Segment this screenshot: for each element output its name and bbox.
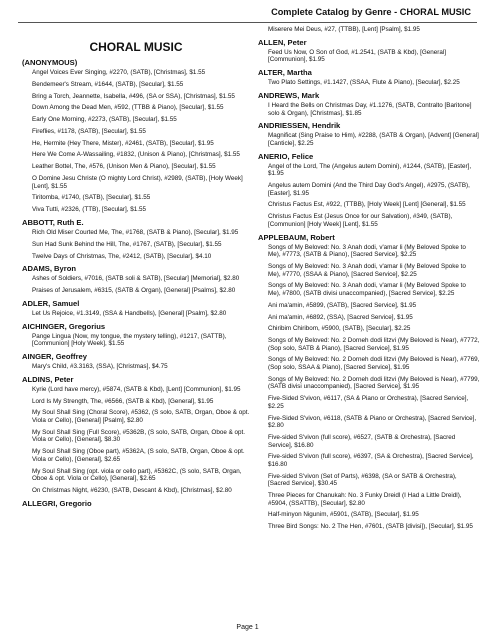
catalog-entry: My Soul Shall Sing (opt. viola or cello part), #5362C, (S solo, SATB, Organ, Oboe & opt. Viola or Cello), [General], $2.65: [32, 467, 242, 483]
catalog-entry: Mary's Child, #3.3163, (SSA), [Christmas], $4.75: [32, 363, 168, 371]
catalog-entry: Kyrie (Lord have mercy), #5874, (SATB & Kbd), [Lent] [Communion], $1.95: [32, 385, 241, 393]
catalog-entry: My Soul Shall Sing (Full Score), #5362B, (S solo, SATB, Organ, Oboe & opt. Viola or Cello), [General], $8.30: [32, 428, 246, 444]
catalog-entry: Five-Sided S'vivon, #6118, (SATB & Piano or Orchestra), [Sacred Service], $2.80: [268, 414, 477, 430]
catalog-entry: Lord Is My Strength, The, #6566, (SATB & Kbd), [General], $1.95: [32, 397, 214, 405]
catalog-entry: Sun Had Sunk Behind the Hill, The, #1767, (SATB), [Secular], $1.55: [32, 240, 222, 248]
catalog-entry: Songs of My Beloved: No. 2 Dorneh dodi litzvi (My Beloved is Near), #7772, (Sop solo, SATB & Piano), [Sacred Service], $1.95: [268, 337, 480, 352]
composer-name: ALDINS, Peter: [22, 374, 74, 384]
composer-block: [22, 299, 250, 318]
composer-block: [258, 152, 480, 229]
catalog-entry: Five-Sided S'vivon, #6117, (SA & Piano or Orchestra), [Sacred Service], $2.25: [268, 395, 469, 410]
composer-block: [22, 322, 250, 348]
composer-block: [258, 121, 480, 147]
composer-block: [258, 68, 480, 87]
catalog-entry: Pange Lingua (Now, my tongue, the mystery telling), #1217, (SATTB), [Communion] [Holy Week], $1.55: [32, 332, 227, 348]
left-composer-list: [22, 58, 250, 508]
catalog-entry: Songs of My Beloved: No. 3 Anah dodi, v'amar li (My Beloved Spoke to Me), #7773, (SATB & Piano), [Sacred Service], $2.25: [268, 243, 466, 259]
composer-name: APPLEBAUM, Robert: [258, 232, 335, 242]
catalog-entry: Praises of Jerusalem, #6315, (SATB & Organ), [General] [Psalms], $2.80: [32, 287, 236, 295]
catalog-entry: On Christmas Night, #6230, (SATB, Descant & Kbd), [Christmas], $2.80: [32, 486, 232, 494]
composer-name: ADAMS, Byron: [22, 264, 77, 274]
left-column: [22, 26, 250, 510]
right-composer-list: [258, 38, 480, 531]
catalog-entry: My Soul Shall Sing (Choral Score), #5362, (S solo, SATB, Organ, Oboe & opt. Viola or Cello), [General] [Psalm], $2.80: [32, 409, 250, 424]
composer-name: ABBOTT, Ruth E.: [22, 217, 84, 227]
catalog-entry: Let Us Rejoice, #1.3149, (SSA & Handbells), [General] [Psalm], $2.80: [32, 309, 227, 317]
right-column: [258, 26, 480, 535]
page-header: [18, 4, 477, 23]
catalog-entry: Five-sided S'vivon (full score), #6397, (SA & Orchestra), [Sacred Service], $16.80: [268, 453, 474, 468]
catalog-entry: Feed Us Now, O Son of God, #1.2541, (SATB & Kbd), [General] [Communion], $1.95: [268, 48, 447, 64]
catalog-entry: Leather Bottel, The, #576, (Unison Men & Piano), [Secular], $1.55: [32, 163, 216, 171]
catalog-entry: Ashes of Soldiers, #7016, (SATB soli & SATB), [Secular] [Memorial], $2.80: [32, 275, 240, 283]
catalog-entry: Ani ma'amin, #5899, (SATB), [Sacred Service], $1.95: [268, 301, 417, 309]
catalog-entry: Angel Voices Ever Singing, #2270, (SATB), [Christmas], $1.55: [32, 69, 206, 76]
composer-name: AINGER, Geoffrey: [22, 352, 87, 362]
composer-name: ANERIO, Felice: [258, 151, 314, 161]
composer-name: (ANONYMOUS): [22, 58, 78, 67]
composer-name: ANDREWS, Mark: [258, 90, 320, 100]
catalog-entry: Chiribim Chiribom, #5900, (SATB), [Secular], $2.25: [268, 325, 411, 333]
composer-block: [258, 38, 480, 64]
catalog-entry: He, Hermite (Hey There, Mister), #2461, (SATB), [Secular], $1.95: [32, 139, 214, 147]
catalog-entry: Five-sided S'vivon (full score), #6527, (SATB & Orchestra), [Sacred Service], $16.80: [268, 433, 456, 449]
composer-name: ANDRIESSEN, Hendrik: [258, 121, 341, 131]
composer-block: [22, 375, 250, 495]
catalog-entry: Ani ma'amin, #6892, (SSA), [Sacred Service], $1.95: [268, 313, 413, 321]
catalog-entry: Here We Come A-Wassailing, #1832, (Unison & Piano), [Christmas], $1.55: [32, 151, 240, 159]
catalog-title: Complete Catalog by Genre - CHORAL MUSIC: [271, 7, 471, 17]
catalog-entry: Songs of My Beloved: No. 2 Dorneh dodi litzvi (My Beloved is Near), #7769, (Sop solo, SSAA & Piano), [Sacred Service], $1.95: [268, 356, 480, 372]
catalog-entry: Two Plato Settings, #1.1427, (SSAA, Flute & Piano), [Secular], $2.25: [268, 79, 460, 87]
catalog-entry: Angelus autem Domini (And the Third Day God's Angel), #2975, (SATB), [Easter], $1.95: [268, 182, 470, 197]
catalog-entry: Songs of My Beloved: No. 3 Anah dodi, v'amar li (My Beloved Spoke to Me), #7770, (SSAA & Piano), [Sacred Service], $2.25: [268, 262, 466, 278]
composer-block: [258, 91, 480, 117]
catalog-entry: Miserere Mei Deus, #27, (TTBB), [Lent] [Psalm], $1.95: [268, 26, 420, 33]
composer-block: [22, 352, 250, 371]
composer-name: ALTER, Martha: [258, 68, 312, 78]
composer-name: ALLEN, Peter: [258, 37, 307, 47]
catalog-entry: Viva Tutti, #2326, (TTB), [Secular], $1.55: [32, 206, 146, 214]
composer-block: [22, 264, 250, 294]
composer-block: [22, 218, 250, 260]
catalog-entry: Down Among the Dead Men, #592, (TTBB & Piano), [Secular], $1.55: [32, 104, 224, 112]
composer-name: ADLER, Samuel: [22, 298, 80, 308]
catalog-entry: Fireflies, #1178, (SATB), [Secular], $1.55: [32, 127, 146, 135]
catalog-entry: Songs of My Beloved: No. 2 Dorneh dodi litzvi (My Beloved is Near), #7799, (SATB divisi unaccompanied), [Sacred Service], $1.95: [268, 375, 480, 391]
composer-name: AICHINGER, Gregorius: [22, 321, 106, 331]
catalog-entry: O Domine Jesu Christe (O mighty Lord Christ), #2989, (SATB), [Holy Week] [Lent], $1.55: [32, 175, 243, 190]
catalog-entry: I Heard the Bells on Christmas Day, #1.1276, (SATB, Contralto [Baritone] solo & Organ), [Christmas], $1.85: [268, 101, 472, 117]
composer-name: ALLEGRI, Gregorio: [22, 498, 92, 508]
page-number: Page 1: [236, 624, 259, 631]
catalog-entry: Christus Factus Est, #922, (TTBB), [Holy Week] [Lent] [General], $1.55: [268, 201, 466, 209]
catalog-entry: Bring a Torch, Jeannette, Isabella, #496, (SA or SSA), [Christmas], $1.55: [32, 92, 235, 100]
catalog-entry: Christus Factus Est (Jesus Once for our Salvation), #349, (SATB), [Communion] [Holy Week] [Lent], $1.55: [268, 213, 453, 228]
catalog-entry: Tiritomba, #1740, (SATB), [Secular], $1.55: [32, 194, 151, 202]
catalog-entry: Magnificat (Sing Praise to Him), #2288, (SATB & Organ), [Advent] [General] [Canticle], $2.25: [268, 132, 479, 147]
catalog-entry: Three Pieces for Chanukah: No. 3 Funky Dreidl (I Had a Little Dreidl), #5904, (SSATTB), [Secular], $2.80: [268, 492, 462, 507]
catalog-entry: My Soul Shall Sing (Oboe part), #5362A, (S solo, SATB, Organ, Oboe & opt. Viola or Cello), [General], $2.65: [32, 448, 245, 463]
catalog-entry: Rich Old Miser Courted Me, The, #1768, (SATB & Piano), [Secular], $1.95: [32, 228, 239, 236]
section-title: CHORAL MUSIC: [89, 40, 183, 54]
composer-block: [258, 233, 480, 531]
catalog-entry: Bendemeer's Stream, #1644, (SATB), [Secular], $1.55: [32, 80, 184, 88]
catalog-entry: Three Bird Songs: No. 2 The Hen, #7601, (SATB [divisi]), [Secular], $1.95: [268, 523, 473, 531]
catalog-entry: Half-minyon Nigunim, #5901, (SATB), [Secular], $1.95: [268, 511, 419, 519]
catalog-entry: Five-sided S'vivon (Set of Parts), #6398, (SA or SATB & Orchestra), [Sacred Service], $30.45: [268, 472, 457, 488]
catalog-entry: Songs of My Beloved: No. 3 Anah dodi, v'amar li (My Beloved Spoke to Me), #7800, (SATB divisi unaccompanied), [Sacred Service], $2.25: [268, 282, 466, 297]
composer-block: [22, 58, 250, 214]
composer-block: [22, 499, 250, 508]
catalog-entry: Early One Morning, #2273, (SATB), [Secular], $1.55: [32, 116, 177, 124]
catalog-entry: Angel of the Lord, The (Angelus autem Domini), #1244, (SATB), [Easter], $1.95: [268, 162, 472, 178]
catalog-entry: Twelve Days of Christmas, The, #2412, (SATB), [Secular], $4.10: [32, 252, 212, 260]
